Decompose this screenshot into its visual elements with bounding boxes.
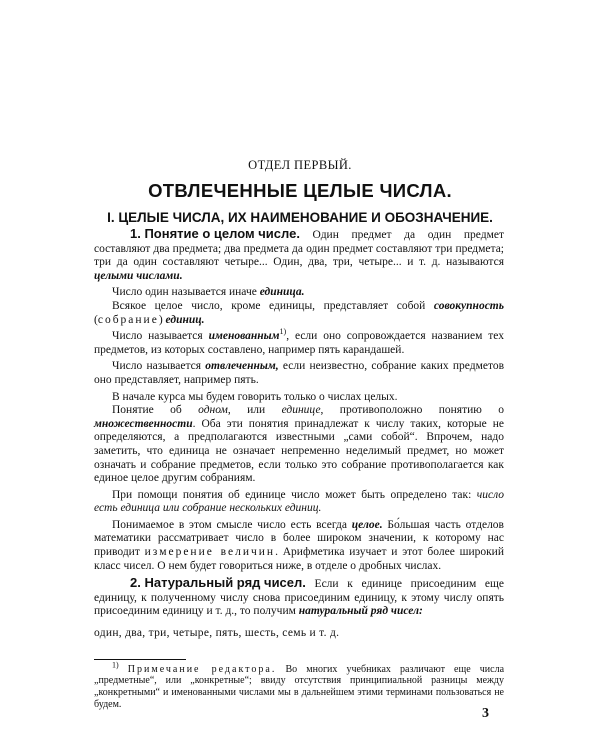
paragraph-5 [94, 360, 504, 387]
p10-emphasis: натуральный ряд чисел: [298, 605, 423, 618]
footnote-mark: 1) [112, 660, 119, 670]
p9-t2: Бо́льшая часть отделов математики рассматривает число в более широком значении, к которому нас приводит [94, 518, 504, 559]
p1-emphasis: целыми числами. [94, 269, 183, 282]
p9-t1: Понимаемое в этом смысле число есть всегда [112, 518, 352, 531]
footnote [94, 660, 505, 711]
part-heading: ОТДЕЛ ПЕРВЫЙ. [248, 158, 352, 172]
p10-text: Если к единице присоединим еще единицу, к полученному числу снова присоединим единицу, к этому числу опять присоединим единицу и т. д., то получим [94, 578, 504, 618]
paragraph-1 [94, 227, 504, 283]
p9-t3: . Арифметика изучает и этот более широкий класс чисел. О нем будет говориться ниже, в отделе о дробных числах. [94, 546, 504, 572]
footnote-ref: 1) [279, 327, 287, 337]
section-heading: I. ЦЕЛЫЕ ЧИСЛА, ИХ НАИМЕНОВАНИЕ И ОБОЗНАЧЕНИЕ. [107, 210, 493, 225]
paragraph-9 [94, 519, 504, 573]
p3-emphasis-2: единиц. [165, 313, 205, 326]
page-number: 3 [482, 706, 489, 721]
paragraph-8 [94, 489, 504, 516]
p3-mid-2: ) [158, 313, 166, 326]
p3-spaced: собрание [97, 313, 159, 326]
paragraph-7 [94, 404, 504, 486]
p5-text: Число называется [112, 360, 206, 373]
p4-emphasis: именованным [208, 330, 280, 343]
natural-series: один, два, три, четыре, пять, шесть, семь и т. д. [94, 627, 340, 640]
p3-emphasis-1: совокупность [433, 299, 504, 312]
footnote-body: Во многих учебниках различают еще числа „предметные“, или „конкретные“; ввиду отсутствия принципиальной разницы между „конкретными“ и именованными числами мы в дальнейшем этими терминами пользоваться не будем. [94, 663, 505, 711]
p7-emphasis-3: множественности [94, 417, 193, 430]
p4-rest: , если оно сопровождается названием тех предметов, из которых составлено, например пять карандашей. [94, 330, 504, 356]
paragraph-10 [94, 576, 504, 619]
footnote-divider [94, 659, 186, 660]
paragraph-3 [94, 300, 504, 327]
p7-t2: , или [227, 404, 282, 417]
p2-text: Число один называется иначе [112, 286, 260, 299]
paragraph-6 [94, 391, 504, 405]
p3-text: Всякое целое число, кроме единицы, представляет собой [112, 299, 434, 312]
p8-text: При помощи понятия об единице число может быть определено так: [112, 488, 477, 501]
footnote-text [94, 660, 505, 711]
p9-spaced: измерение величин [144, 546, 276, 559]
p7-t4: . Оба эти понятия принадлежат к числу таких, которые не определяются, а предполагаются известными „сами собой“. Впрочем, надо заметить, что единица не означает непременно неделимый предмет, но может означать и собрание предметов, если только это собрание противополагается как единое целое другим собраниям. [94, 417, 504, 485]
p5-emphasis: отвлеченным, [205, 360, 279, 373]
p3-mid: ( [94, 313, 98, 326]
footnote-label: Примечание редактора. [127, 663, 277, 675]
p7-t1: Понятие об [112, 404, 199, 417]
p1-text: Один предмет да один предмет составляют два предмета; два предмета да один предмет составляют три предмета; три да один составляют четыре... Один, два, три, четыре... и т. д. называются [94, 229, 504, 269]
paragraph-4 [94, 327, 504, 357]
p9-emphasis: целое. [351, 518, 383, 531]
p4-text: Число называется [112, 330, 209, 343]
chapter-heading: ОТВЛЕЧЕННЫЕ ЦЕЛЫЕ ЧИСЛА. [148, 180, 452, 201]
subsection-heading-1: 1. Понятие о целом числе. [130, 226, 300, 241]
body-text [94, 227, 504, 711]
p7-emphasis-1: одном [198, 404, 228, 417]
p5-rest: если неизвестно, собрание каких предметов оно представляет, например пять. [94, 360, 504, 386]
subsection-heading-2: 2. Натуральный ряд чисел. [130, 575, 306, 591]
p7-emphasis-2: единице [281, 404, 321, 417]
p8-emphasis: число есть единица или собрание нескольких единиц. [94, 488, 504, 515]
p7-t3: , противоположно понятию о [320, 404, 504, 417]
p6-text: В начале курса мы будем говорить только о числах целых. [112, 390, 398, 403]
p2-emphasis: единица. [259, 286, 305, 299]
paragraph-2 [94, 286, 504, 300]
